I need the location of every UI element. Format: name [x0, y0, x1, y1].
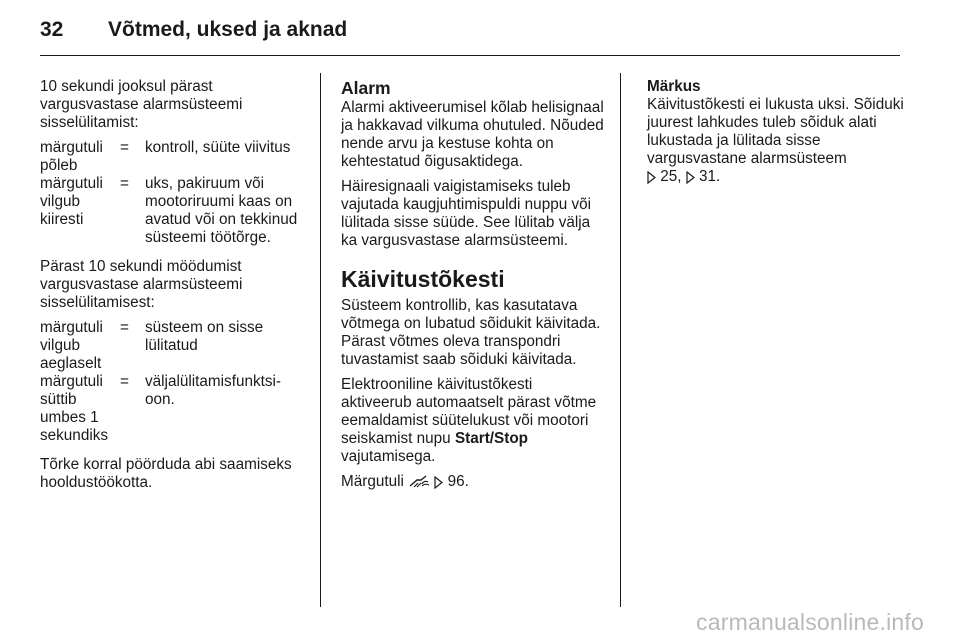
page-number: 32	[40, 18, 64, 41]
alarm-paragraph-1: Alarmi aktiveerumisel kõlab helisignaal ja hakkavad vilkuma ohutuled. Nõuded nende arvu ja kestuse kohta on kehtestatud õigusaktidega.	[341, 99, 604, 170]
row-label: märgutuli süttib umbes 1 sekundiks	[40, 373, 109, 444]
watermark: carmanualsonline.info	[696, 609, 924, 635]
p2-text: Elektrooniline käivitustõkesti aktiveerub automaatselt pärast võtme eemaldamist süütelukust või mootori seiskamist nupu	[341, 376, 597, 447]
column-divider	[320, 73, 321, 607]
page-ref: 25,	[656, 168, 686, 185]
row-description: väljalülitamisfunktsioon.	[145, 373, 282, 408]
table-row	[40, 139, 304, 175]
alarm-heading: Alarm	[341, 78, 391, 98]
table-row	[40, 175, 304, 247]
immobilizer-paragraph-2	[341, 376, 607, 466]
immobilizer-paragraph-1: Süsteem kontrollib, kas kasutatava võtmega on lubatud sõidukit käivitada. Pärast võtmes oleva transpondri tuvastamist saab sõiduki käivitada.	[341, 297, 601, 368]
column-1	[40, 78, 304, 499]
column-divider	[620, 73, 621, 607]
indicator-table-2	[40, 319, 304, 445]
immobilizer-key-icon	[408, 474, 430, 494]
row-label: märgutuli põleb	[40, 139, 103, 174]
page-ref: 96.	[443, 473, 469, 490]
note-label: Märkus	[647, 78, 701, 95]
start-stop-label: Start/Stop	[454, 430, 529, 447]
row-description: süsteem on sisse lülitatud	[145, 319, 264, 354]
row-equals: =	[120, 319, 129, 336]
indicator-text: Märgutuli	[341, 473, 409, 490]
indicator-reference	[341, 473, 607, 494]
fault-text: Tõrke korral pöörduda abi saamiseks hooldustöökotta.	[40, 456, 292, 491]
table-row	[40, 373, 304, 445]
column-2	[341, 78, 607, 501]
p2-text-end: vajutamisega.	[341, 448, 436, 465]
column-3	[647, 78, 907, 189]
table-row	[40, 319, 304, 373]
intro-text: 10 sekundi jooksul pärast vargusvastase alarmsüsteemi sisselülitamist:	[40, 78, 243, 131]
row-description: uks, pakiruum või mootoriruumi kaas on avatud või on tekkinud süsteemi töötõrge.	[145, 175, 298, 246]
section-heading: Käivitustõkesti	[341, 266, 505, 292]
row-equals: =	[120, 175, 129, 192]
row-label: märgutuli vilgub aeglaselt	[40, 319, 103, 372]
indicator-table-1	[40, 139, 304, 247]
row-equals: =	[120, 373, 129, 390]
chapter-title: Võtmed, uksed ja aknad	[108, 18, 348, 41]
row-description: kontroll, süüte viivitus	[145, 139, 291, 156]
page-header	[40, 18, 347, 48]
page-ref: 31.	[694, 168, 721, 185]
note-text: Käivitustõkesti ei lukusta uksi. Sõiduki juurest lahkudes tuleb sõiduk alati lukustada ja lülitada sisse vargusvastane alarmsüsteem	[647, 96, 904, 167]
after-text: Pärast 10 sekundi möödumist vargusvastase alarmsüsteemi sisselülitamisest:	[40, 258, 243, 311]
row-label: märgutuli vilgub kiiresti	[40, 175, 103, 228]
arrow-ref-icon	[647, 171, 656, 189]
alarm-paragraph-2: Häiresignaali vaigistamiseks tuleb vajutada kaugjuhtimispuldi nuppu või lülitada sisse süüde. See lülitab välja ka vargusvastase alarmsüsteemi.	[341, 178, 592, 249]
arrow-ref-icon	[686, 171, 695, 189]
row-equals: =	[120, 139, 129, 156]
header-rule	[40, 55, 900, 56]
note-body	[647, 96, 907, 189]
